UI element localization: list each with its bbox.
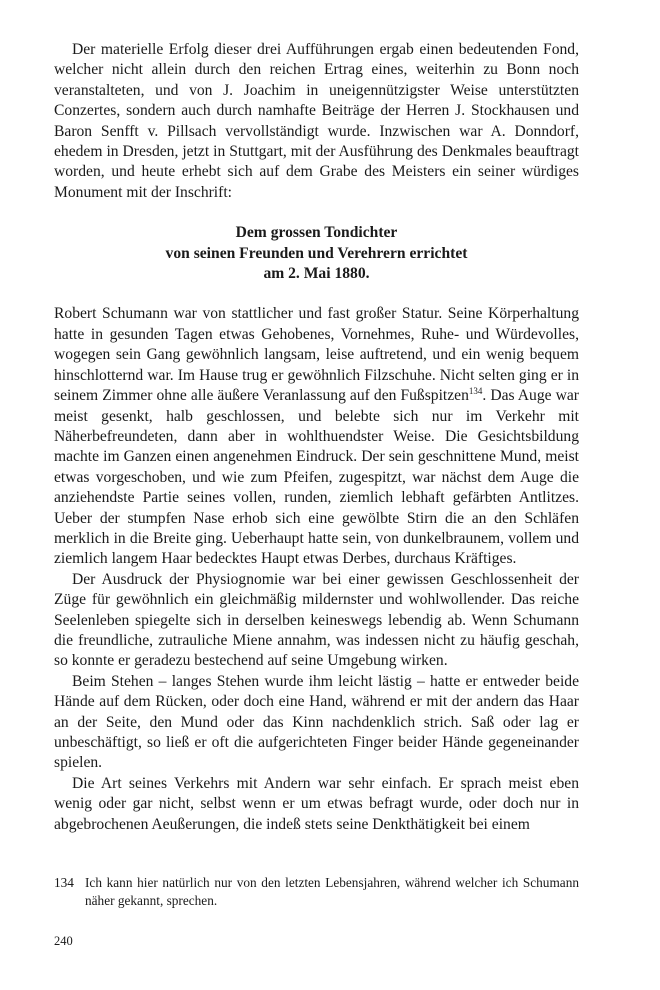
paragraph-stature — [54, 304, 579, 569]
paragraph-physiognomy: Der Ausdruck der Physiognomie war bei einer gewissen Geschlossenheit der Züge für gewöhnlich ein gleichmäßig mildernster und wohlwollender. Das reiche Seelenleben spiegelte sich in derselben keineswegs lebendig ab. Wenn Schumann die freundliche, zutrauliche Miene annahm, was indessen nicht zu häufig geschah, so konnte er geradezu bestechend auf seine Umgebung wirken. — [54, 570, 579, 670]
footnote-reference[interactable]: 134 — [468, 385, 483, 396]
paragraph-stature-text-b: . Das Auge war meist gesenkt, halb geschlossen, und belebte sich nur im Verkehr mit Näherbefreundeten, dann aber in wohlthuendster Weise. Die Gesichtsbildung machte im Ganzen einen angenehmen Eindruck. Der sein geschnittene Mund, meist etwas vorgeschoben, und wie zum Pfeifen, zugespitzt, war nächst dem Auge die anziehendste Partie seines vollen, runden, ziemlich lebhaft gefärbten Antlitzes. Ueber der stumpfen Nase erhob sich eine gewölbte Stirn die an den Schläfen merklich in die Breite ging. Ueberhaupt hatte sein, von dunkelbraunem, vollem und ziemlich langem Haar bedecktes Haupt etwas Derbes, durchaus Kräftiges. — [54, 387, 579, 568]
footnote-number: 134 — [54, 875, 74, 890]
inscription-line-3: am 2. Mai 1880. — [263, 265, 370, 283]
paragraph-standing: Beim Stehen – langes Stehen wurde ihm leicht lästig – hatte er entweder beide Hände auf dem Rücken, oder doch eine Hand, während er mit der andern das Haar an der Seite, den Mund oder das Kinn nachdenklich strich. Saß oder lag er unbeschäftigt, so ließ er oft die aufgerichteten Finger beider Hände gegeneinander spielen. — [54, 672, 579, 772]
page-number: 240 — [54, 934, 73, 948]
inscription-line-1: Dem grossen Tondichter — [235, 224, 398, 242]
footnote-text: Ich kann hier natürlich nur von den letzten Lebensjahren, während welcher ich Schumann näher gekannt, sprechen. — [85, 875, 579, 908]
footnote — [54, 874, 579, 910]
monument-inscription — [54, 223, 579, 284]
inscription-line-2: von seinen Freunden und Verehrern errichtet — [165, 244, 468, 262]
paragraph-manner: Die Art seines Verkehrs mit Andern war sehr einfach. Er sprach meist eben wenig oder gar nicht, selbst wenn er um etwas befragt wurde, oder doch nur in abgebrochenen Aeußerungen, die indeß stets seine Denkthätigkeit bei einem — [54, 774, 579, 833]
body-text — [54, 40, 579, 835]
paragraph-memorial-funding: Der materielle Erfolg dieser drei Aufführungen ergab einen bedeutenden Fond, welcher nicht allein durch den reichen Ertrag eines, weiterhin zu Bonn noch veranstalteten, und von J. Joachim in uneigennützigster Weise unterstützten Conzertes, sondern auch durch namhafte Beiträge der Herren J. Stockhausen und Baron Senfft v. Pillsach vervollständigt wurde. Inzwischen war A. Donndorf, ehedem in Dresden, jetzt in Stuttgart, mit der Ausführung des Denkmales beauftragt worden, und heute erhebt sich auf dem Grabe des Meisters ein seiner würdiges Monument mit der Inschrift: — [54, 41, 579, 201]
paragraph-stature-text-a: Robert Schumann war von stattlicher und fast großer Statur. Seine Körperhaltung hatte in gesunden Tagen etwas Gehobenes, Vornehmes, Ruhe- und Würdevolles, wogegen sein Gang gewöhnlich langsam, leise auftretend, und ein wenig bequem hinschlotternd war. Im Hause trug er gewöhnlich Filzschuhe. Nicht selten ging er in seinem Zimmer ohne alle äußere Veranlassung auf den Fußspitzen — [54, 305, 579, 405]
